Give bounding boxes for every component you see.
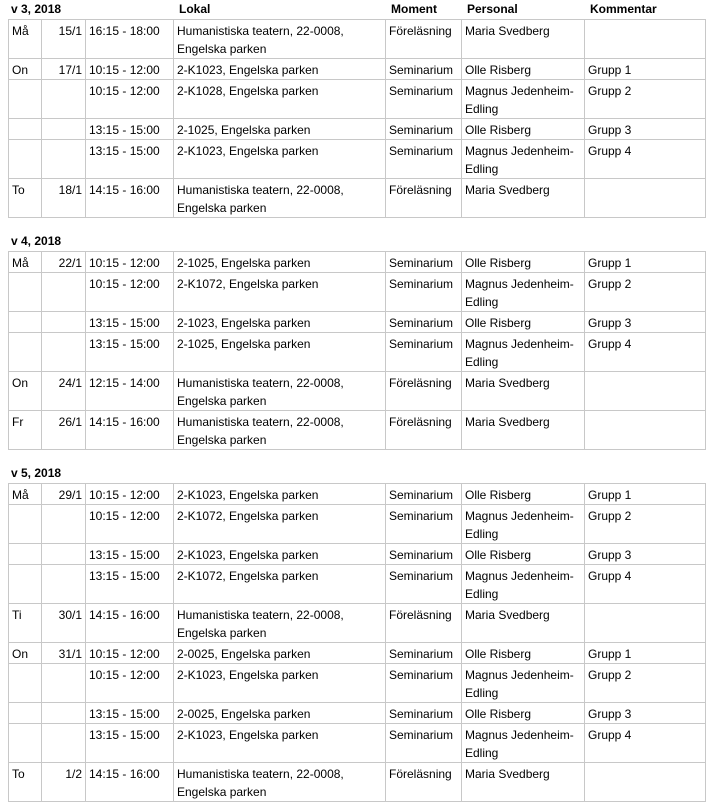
cell-kommentar: Grupp 2 [585,505,706,544]
week-title: v 5, 2018 [11,466,62,480]
week-block [0,232,711,464]
cell-time: 10:15 - 12:00 [86,80,174,119]
cell-lokal: Humanistiska teatern, 22-0008, Engelska parken [174,179,386,218]
cell-personal: Maria Svedberg [462,372,585,411]
cell-kommentar: Grupp 1 [585,484,706,505]
cell-lokal: 2-K1023, Engelska parken [174,140,386,179]
cell-lokal: 2-K1072, Engelska parken [174,273,386,312]
cell-day [9,333,42,372]
cell-moment: Seminarium [386,119,462,140]
table-row [9,312,706,333]
table-row [9,140,706,179]
cell-personal: Olle Risberg [462,312,585,333]
cell-kommentar: Grupp 3 [585,119,706,140]
table-row [9,179,706,218]
cell-time: 10:15 - 12:00 [86,484,174,505]
cell-moment: Seminarium [386,565,462,604]
schedule-table [8,19,706,218]
cell-kommentar [585,604,706,643]
cell-day [9,80,42,119]
cell-time: 10:15 - 12:00 [86,643,174,664]
cell-date: 18/1 [42,179,86,218]
cell-date: 1/2 [42,763,86,802]
cell-time: 13:15 - 15:00 [86,312,174,333]
cell-time: 10:15 - 12:00 [86,505,174,544]
cell-moment: Seminarium [386,724,462,763]
cell-day: On [9,643,42,664]
cell-time: 10:15 - 12:00 [86,252,174,273]
cell-personal: Maria Svedberg [462,179,585,218]
cell-date [42,565,86,604]
cell-moment: Föreläsning [386,411,462,450]
cell-personal: Olle Risberg [462,59,585,80]
cell-time: 13:15 - 15:00 [86,333,174,372]
cell-personal: Magnus Jedenheim-Edling [462,333,585,372]
table-row [9,119,706,140]
cell-personal: Maria Svedberg [462,604,585,643]
cell-personal: Magnus Jedenheim-Edling [462,140,585,179]
cell-date: 26/1 [42,411,86,450]
cell-lokal: Humanistiska teatern, 22-0008, Engelska parken [174,604,386,643]
cell-day [9,505,42,544]
cell-time: 14:15 - 16:00 [86,763,174,802]
cell-personal: Olle Risberg [462,119,585,140]
cell-day: Må [9,484,42,505]
cell-kommentar: Grupp 1 [585,643,706,664]
cell-lokal: 2-0025, Engelska parken [174,643,386,664]
cell-kommentar: Grupp 4 [585,724,706,763]
week-spacer [0,218,711,232]
week-title: v 4, 2018 [11,234,62,248]
cell-lokal: 2-1025, Engelska parken [174,252,386,273]
week-header [0,464,711,483]
cell-day [9,664,42,703]
cell-day [9,703,42,724]
cell-date: 24/1 [42,372,86,411]
cell-date: 15/1 [42,20,86,59]
column-header-moment: Moment [391,2,437,16]
column-header-kommentar: Kommentar [590,2,657,16]
cell-time: 12:15 - 14:00 [86,372,174,411]
cell-moment: Seminarium [386,59,462,80]
cell-personal: Olle Risberg [462,703,585,724]
cell-kommentar: Grupp 1 [585,59,706,80]
cell-moment: Seminarium [386,544,462,565]
cell-kommentar: Grupp 2 [585,80,706,119]
table-row [9,664,706,703]
cell-time: 10:15 - 12:00 [86,664,174,703]
cell-kommentar [585,411,706,450]
cell-date [42,505,86,544]
week-spacer [0,450,711,464]
cell-kommentar [585,179,706,218]
table-row [9,411,706,450]
cell-date [42,80,86,119]
cell-day: Må [9,20,42,59]
table-row [9,484,706,505]
cell-day [9,544,42,565]
week-block [0,0,711,232]
cell-time: 14:15 - 16:00 [86,604,174,643]
cell-date: 29/1 [42,484,86,505]
table-row [9,703,706,724]
cell-date: 17/1 [42,59,86,80]
cell-time: 16:15 - 18:00 [86,20,174,59]
table-row [9,604,706,643]
cell-day [9,565,42,604]
cell-kommentar [585,763,706,802]
cell-time: 14:15 - 16:00 [86,411,174,450]
cell-lokal: 2-1023, Engelska parken [174,312,386,333]
cell-moment: Föreläsning [386,179,462,218]
cell-date: 22/1 [42,252,86,273]
cell-date [42,119,86,140]
table-row [9,20,706,59]
cell-lokal: 2-1025, Engelska parken [174,119,386,140]
cell-time: 13:15 - 15:00 [86,703,174,724]
cell-date: 31/1 [42,643,86,664]
cell-personal: Magnus Jedenheim-Edling [462,664,585,703]
cell-lokal: 2-K1023, Engelska parken [174,484,386,505]
cell-personal: Magnus Jedenheim-Edling [462,565,585,604]
cell-time: 14:15 - 16:00 [86,179,174,218]
cell-moment: Seminarium [386,643,462,664]
cell-time: 13:15 - 15:00 [86,724,174,763]
cell-lokal: 2-K1028, Engelska parken [174,80,386,119]
cell-moment: Seminarium [386,505,462,544]
cell-day: To [9,179,42,218]
cell-kommentar: Grupp 2 [585,273,706,312]
cell-moment: Seminarium [386,333,462,372]
cell-kommentar: Grupp 2 [585,664,706,703]
cell-kommentar: Grupp 3 [585,703,706,724]
cell-date [42,273,86,312]
week-block [0,464,711,802]
cell-moment: Seminarium [386,273,462,312]
column-header-lokal: Lokal [179,2,211,16]
cell-lokal: 2-K1072, Engelska parken [174,565,386,604]
cell-date [42,140,86,179]
cell-lokal: 2-0025, Engelska parken [174,703,386,724]
table-row [9,372,706,411]
week-title: v 3, 2018 [11,2,62,16]
cell-moment: Seminarium [386,484,462,505]
cell-moment: Seminarium [386,703,462,724]
table-row [9,333,706,372]
cell-lokal: Humanistiska teatern, 22-0008, Engelska parken [174,20,386,59]
cell-kommentar [585,20,706,59]
table-row [9,763,706,802]
cell-time: 13:15 - 15:00 [86,119,174,140]
cell-personal: Magnus Jedenheim-Edling [462,80,585,119]
cell-kommentar: Grupp 3 [585,544,706,565]
table-row [9,252,706,273]
cell-kommentar: Grupp 4 [585,140,706,179]
cell-day [9,273,42,312]
table-row [9,565,706,604]
cell-moment: Seminarium [386,140,462,179]
cell-moment: Föreläsning [386,763,462,802]
cell-personal: Olle Risberg [462,252,585,273]
cell-lokal: 2-K1072, Engelska parken [174,505,386,544]
cell-time: 13:15 - 15:00 [86,140,174,179]
cell-day: Ti [9,604,42,643]
cell-date [42,664,86,703]
schedule-table [8,483,706,802]
cell-personal: Olle Risberg [462,484,585,505]
cell-day: On [9,59,42,80]
cell-day: Må [9,252,42,273]
cell-day: Fr [9,411,42,450]
cell-moment: Föreläsning [386,372,462,411]
cell-day [9,119,42,140]
cell-time: 10:15 - 12:00 [86,273,174,312]
cell-personal: Maria Svedberg [462,411,585,450]
cell-personal: Olle Risberg [462,643,585,664]
cell-date [42,703,86,724]
column-header-personal: Personal [467,2,518,16]
cell-personal: Magnus Jedenheim-Edling [462,724,585,763]
cell-moment: Seminarium [386,664,462,703]
cell-moment: Föreläsning [386,604,462,643]
cell-moment: Föreläsning [386,20,462,59]
cell-date [42,544,86,565]
cell-lokal: 2-K1023, Engelska parken [174,664,386,703]
cell-date [42,333,86,372]
cell-moment: Seminarium [386,312,462,333]
table-row [9,273,706,312]
cell-moment: Seminarium [386,252,462,273]
cell-moment: Seminarium [386,80,462,119]
cell-day: On [9,372,42,411]
cell-personal: Maria Svedberg [462,20,585,59]
table-row [9,643,706,664]
cell-lokal: Humanistiska teatern, 22-0008, Engelska parken [174,372,386,411]
cell-date [42,312,86,333]
cell-kommentar: Grupp 1 [585,252,706,273]
week-header [0,0,711,19]
week-header [0,232,711,251]
cell-lokal: 2-K1023, Engelska parken [174,544,386,565]
cell-lokal: Humanistiska teatern, 22-0008, Engelska parken [174,763,386,802]
table-row [9,544,706,565]
table-row [9,80,706,119]
cell-time: 10:15 - 12:00 [86,59,174,80]
cell-kommentar: Grupp 4 [585,333,706,372]
table-row [9,505,706,544]
cell-date: 30/1 [42,604,86,643]
cell-personal: Magnus Jedenheim-Edling [462,273,585,312]
cell-day: To [9,763,42,802]
cell-day [9,140,42,179]
cell-lokal: 2-K1023, Engelska parken [174,59,386,80]
cell-kommentar: Grupp 3 [585,312,706,333]
table-row [9,59,706,80]
cell-time: 13:15 - 15:00 [86,565,174,604]
cell-lokal: 2-1025, Engelska parken [174,333,386,372]
cell-kommentar: Grupp 4 [585,565,706,604]
cell-personal: Maria Svedberg [462,763,585,802]
cell-personal: Magnus Jedenheim-Edling [462,505,585,544]
cell-day [9,312,42,333]
cell-lokal: 2-K1023, Engelska parken [174,724,386,763]
cell-personal: Olle Risberg [462,544,585,565]
cell-lokal: Humanistiska teatern, 22-0008, Engelska parken [174,411,386,450]
cell-kommentar [585,372,706,411]
schedule-table [8,251,706,450]
cell-time: 13:15 - 15:00 [86,544,174,565]
